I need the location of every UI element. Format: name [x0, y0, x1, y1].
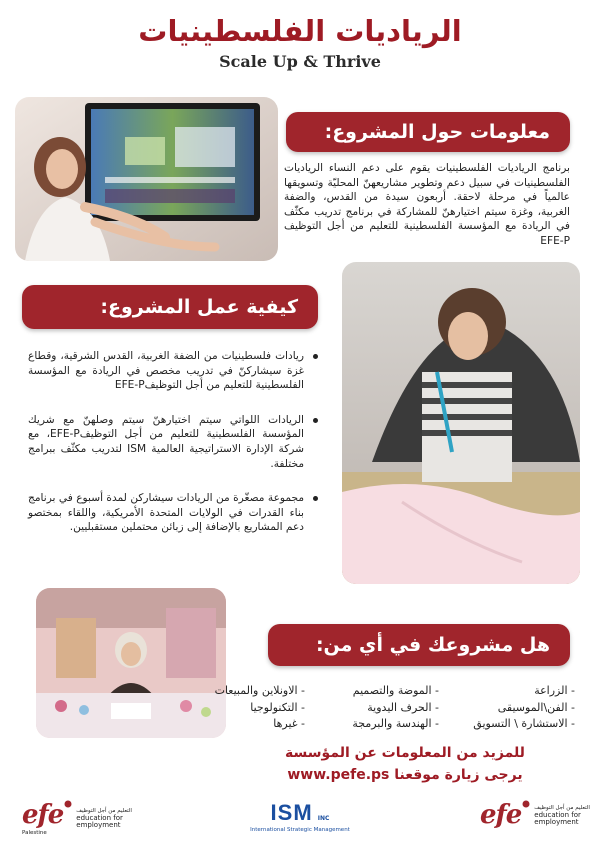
sectors-list: [165, 683, 575, 733]
efe-logo-icon: efe: [480, 800, 522, 830]
list-item: - الهندسة والبرمجة: [352, 717, 439, 730]
sectors-banner: [268, 624, 570, 666]
efe-logo-right: [480, 800, 590, 830]
list-item: الريادات اللواتي سيتم اختيارهنّ سيتم وصلهنّ مع شريك المؤسسة الفلسطينية للتعليم من أجل التوظيفEFE-P، مع شركة الإدارة الاستراتيجية العالمية ISM لتدريب مكثّف ببرامج مختلفة.: [28, 413, 318, 471]
about-heading: معلومات حول المشروع:: [324, 121, 550, 143]
list-item: مجموعة مصغّرة من الريادات سيشاركن لمدة أسبوع في برنامج بناء القدرات في الولايات المتحدة الأمريكية، واللقاء بمختصو دعم المشاريع بالإضافة إلى زبائن محتملين مستقبليين.: [28, 491, 318, 535]
page-title: الرياديات الفلسطينيات: [138, 14, 462, 48]
list-item: - الزراعة: [534, 684, 575, 697]
cta-block: [240, 742, 570, 786]
ism-logo: [250, 800, 350, 833]
list-item: - الحرف اليدوية: [367, 700, 439, 714]
list-item: - الاونلاين والمبيعات: [214, 684, 305, 697]
list-item: - الموضة والتصميم: [352, 684, 439, 697]
efe-logo-left: [22, 800, 132, 837]
about-paragraph: برنامج الرياديات الفلسطينيات يقوم على دعم النساء الرياديات الفلسطينيات في سبيل دعم وتطوير مشاريعهنّ المحليّة وتسويقها عالمياً في مرحلة لاحقة. أربعون سيدة من القدس، والضفة الغربية، وغزة سيتم اختيارهنّ للمشاركة في برنامج تدريب مكثّف في الريادة مع المؤسسة الفلسطينية للتعليم من أجل التوظيف EFE-P: [284, 162, 570, 247]
how-heading: كيفية عمل المشروع:: [100, 296, 298, 318]
list-item: - التكنولوجيا: [250, 700, 305, 714]
touchscreen-photo: [15, 97, 278, 261]
list-item: - الفن\الموسيقى: [497, 700, 575, 714]
about-banner: [286, 112, 570, 152]
efe-star-icon: [522, 800, 530, 808]
efe-logo-icon: efe: [22, 800, 64, 830]
efe-country: Palestine: [22, 830, 47, 836]
cta-line1: للمزيد من المعلومات عن المؤسسة: [285, 745, 525, 761]
cta-line2[interactable]: يرجى زيارة موقعنا www.pefe.ps: [287, 767, 523, 783]
ism-suffix: INC: [317, 815, 330, 822]
how-bullets: [28, 349, 318, 555]
efe-line1: education for: [534, 810, 581, 819]
efe-arabic: التعليم من أجل التوظيف: [534, 804, 590, 811]
page-subtitle: Scale Up & Thrive: [219, 52, 381, 71]
ism-logo-icon: ISM: [270, 800, 313, 825]
list-item: ريادات فلسطينيات من الضفة الغربية، القدس الشرقية، وقطاع غزة سيشاركنّ في تدريب مخصص في الريادة مع المؤسسة الفلسطينية للتعليم من أجل التوظيفEFE-P: [28, 349, 318, 393]
efe-line2: employment: [76, 821, 121, 829]
sewing-photo: [342, 262, 580, 584]
efe-star-icon: [64, 800, 72, 808]
efe-line2: employment: [534, 817, 579, 826]
how-banner: [22, 285, 318, 329]
sectors-heading: هل مشروعك في أي من:: [315, 634, 550, 656]
list-item: - غيرها: [273, 717, 305, 730]
efe-arabic: التعليم من أجل التوظيف: [76, 808, 132, 814]
efe-line1: education for: [76, 814, 123, 822]
ism-caption: International Strategic Management: [250, 827, 350, 833]
list-item: - الاستشارة \ التسويق: [473, 717, 575, 730]
